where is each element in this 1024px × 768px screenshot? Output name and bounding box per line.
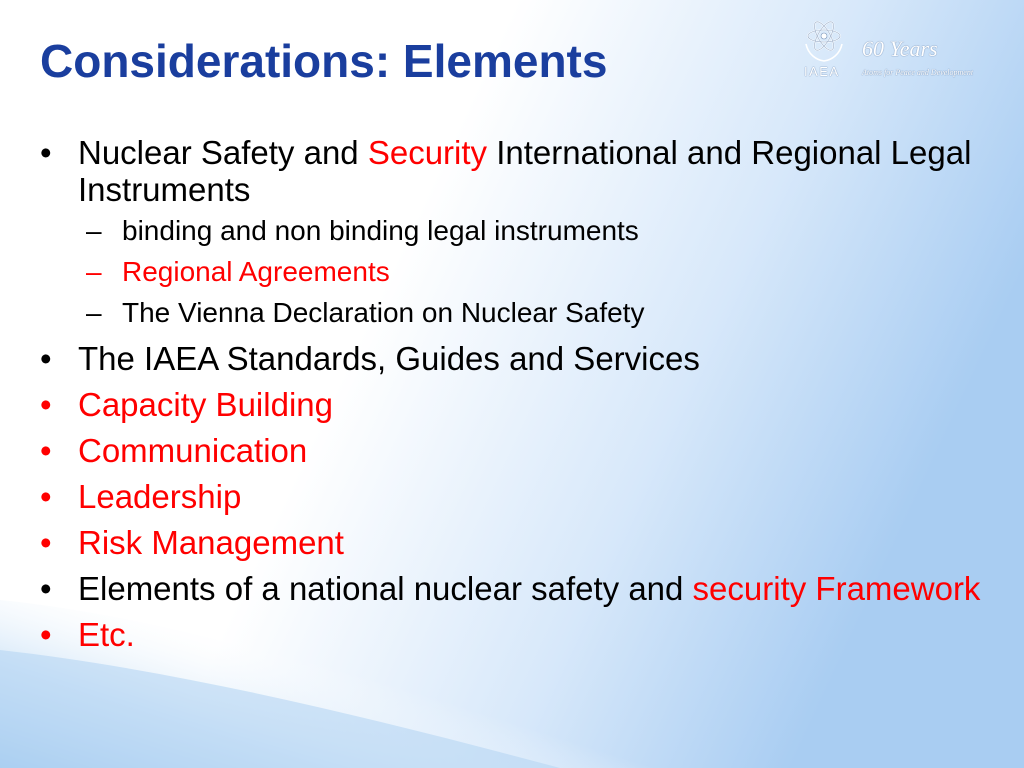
bullet-glyph: • [40, 570, 52, 607]
sub-list [78, 212, 1000, 331]
atom-emblem-icon [800, 14, 848, 64]
bullet-list [0, 134, 1000, 662]
sub-item-text: The Vienna Declaration on Nuclear Safety [122, 297, 645, 328]
bullet-item [0, 340, 1000, 377]
sub-item [78, 294, 1000, 331]
sub-item-text: Regional Agreements [122, 256, 390, 287]
sub-item-text: binding and non binding legal instruments [122, 215, 639, 246]
bullet-item [0, 478, 1000, 515]
bullet-item [0, 386, 1000, 423]
bullet-text-part: Risk Management [78, 524, 344, 561]
logo-anniversary: 60 Years [862, 36, 938, 61]
bullet-glyph: • [40, 432, 52, 469]
bullet-text-part: Capacity Building [78, 386, 333, 423]
bullet-text-highlight: Security [367, 134, 488, 171]
logo-tagline: Atoms for Peace and Development [862, 68, 974, 77]
bullet-text-part: Communication [78, 432, 308, 469]
bullet-glyph: • [40, 134, 52, 171]
sub-item [78, 253, 1000, 290]
bullet-text-part: The IAEA Standards, Guides and Services [78, 340, 700, 377]
bullet-text-highlight: Framework [806, 570, 981, 607]
bullet-item [0, 524, 1000, 561]
bullet-text-part: International and Regional Legal Instruments [78, 134, 972, 208]
slide-title: Considerations: Elements [40, 35, 608, 87]
bullet-glyph: • [40, 616, 52, 653]
bullet-glyph: • [40, 524, 52, 561]
bullet-glyph: • [40, 340, 52, 377]
sub-item [78, 212, 1000, 249]
sub-glyph: – [86, 256, 102, 287]
bullet-text-part: Elements of a national nuclear safety and [78, 570, 693, 607]
bullet-glyph: • [40, 478, 52, 515]
bullet-glyph: • [40, 386, 52, 423]
bullet-text-highlight: security [692, 570, 807, 607]
bullet-text-part: Nuclear Safety and [78, 134, 368, 171]
iaea-logo [800, 14, 1010, 84]
sub-glyph: – [86, 215, 102, 246]
bullet-item [0, 432, 1000, 469]
bullet-item [0, 134, 1000, 331]
bullet-text-part: Etc. [78, 616, 135, 653]
logo-org-name: IAEA [804, 64, 840, 79]
bullet-item [0, 616, 1000, 653]
bullet-text-part: Leadership [78, 478, 242, 515]
bullet-item [0, 570, 1000, 607]
sub-glyph: – [86, 297, 102, 328]
